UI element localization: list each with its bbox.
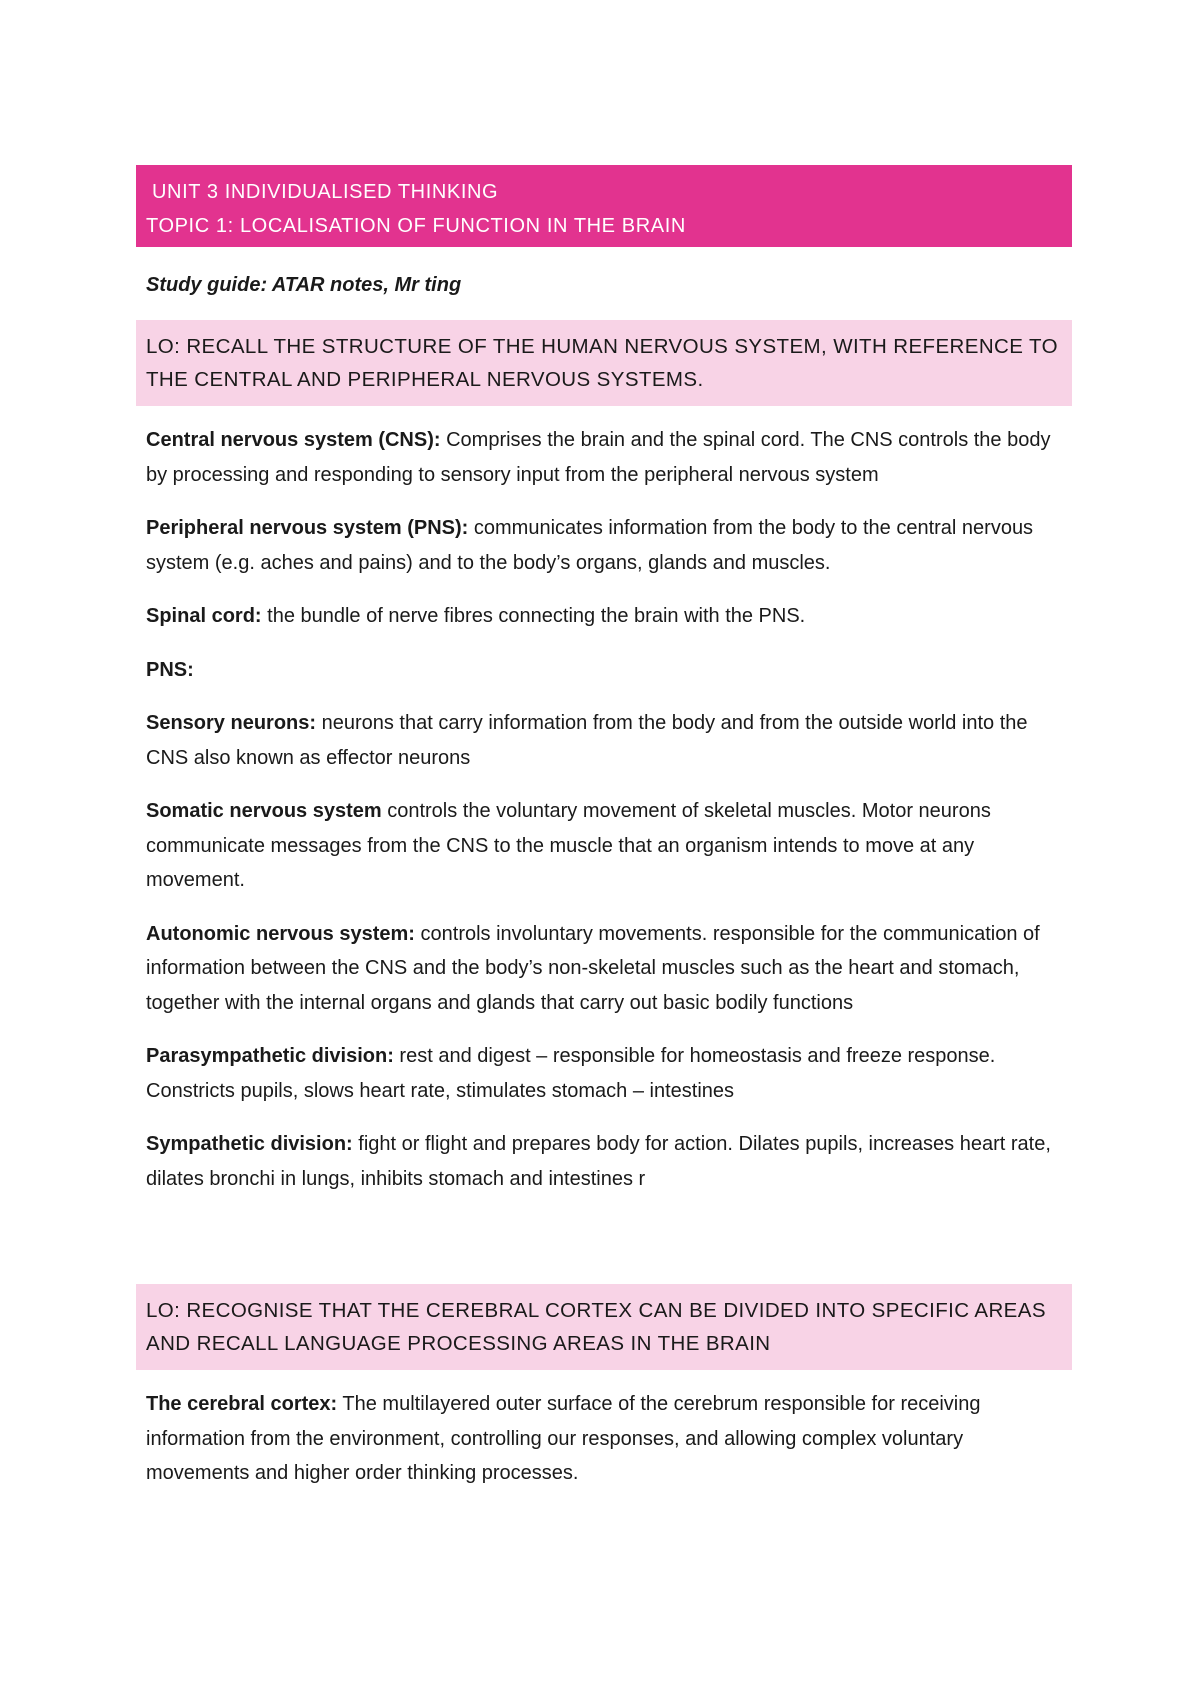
definition-cns <box>136 423 1072 492</box>
definition-text: fight or flight and prepares body for action. Dilates pupils, increases heart rate, dilates bronchi in lungs, inhibits stomach and intestines r <box>146 1133 1051 1190</box>
title-banner <box>136 165 1072 247</box>
definition-pns <box>136 511 1072 580</box>
definition-text: Comprises the brain and the spinal cord. The CNS controls the body by processing and responding to sensory input from the peripheral nervous system <box>146 429 1051 486</box>
term: Spinal cord: <box>146 605 262 627</box>
study-guide-note: Study guide: ATAR notes, Mr ting <box>146 274 462 296</box>
learning-objective-1: LO: RECALL THE STRUCTURE OF THE HUMAN NERVOUS SYSTEM, WITH REFERENCE TO THE CENTRAL AND PERIPHERAL NERVOUS SYSTEMS. <box>136 320 1072 406</box>
definition-text: The multilayered outer surface of the cerebrum responsible for receiving information from the environment, controlling our responses, and allowing complex voluntary movements and higher order thinking processes. <box>146 1393 981 1484</box>
definition-text: the bundle of nerve fibres connecting the brain with the PNS. <box>261 605 806 627</box>
term: The cerebral cortex: <box>146 1393 338 1415</box>
term: Central nervous system (CNS): <box>146 429 441 451</box>
definition-text: controls the voluntary movement of skeletal muscles. Motor neurons communicate messages from the CNS to the muscle that an organism intends to move at any movement. <box>146 800 991 891</box>
topic-title: TOPIC 1: LOCALISATION OF FUNCTION IN THE BRAIN <box>146 215 686 237</box>
term: Autonomic nervous system: <box>146 922 415 945</box>
term: Peripheral nervous system (PNS): <box>146 517 469 539</box>
definition-text: communicates information from the body to the central nervous system (e.g. aches and pains) and to the body’s organs, glands and muscles. <box>146 517 1034 574</box>
definition-text: neurons that carry information from the body and from the outside world into the CNS also known as effector neurons <box>146 712 1028 769</box>
definition-autonomic-nervous-system <box>136 917 1072 1021</box>
term: PNS: <box>146 658 194 681</box>
learning-objective-2: LO: RECOGNISE THAT THE CEREBRAL CORTEX CAN BE DIVIDED INTO SPECIFIC AREAS AND RECALL LANGUAGE PROCESSING AREAS IN THE BRAIN <box>136 1284 1072 1370</box>
subheading-pns <box>136 653 1072 688</box>
term: Sensory neurons: <box>146 712 317 734</box>
document-page <box>136 165 1072 1491</box>
definition-sympathetic-division <box>136 1127 1072 1196</box>
definition-somatic-nervous-system <box>136 794 1072 898</box>
definition-text: rest and digest – responsible for homeostasis and freeze response. Constricts pupils, slows heart rate, stimulates stomach – intestines <box>146 1045 996 1102</box>
term: Somatic nervous system <box>146 800 382 822</box>
term: Sympathetic division: <box>146 1133 353 1155</box>
definition-spinal-cord <box>136 599 1072 634</box>
definition-cerebral-cortex <box>136 1387 1072 1491</box>
definition-text: controls involuntary movements. responsible for the communication of information between the CNS and the body’s non-skeletal muscles such as the heart and stomach, together with the internal organs and glands that carry out basic bodily functions <box>146 922 1040 1014</box>
unit-title: UNIT 3 INDIVIDUALISED THINKING <box>152 181 499 203</box>
definition-parasympathetic-division <box>136 1039 1072 1108</box>
term: Parasympathetic division: <box>146 1045 394 1067</box>
definition-sensory-neurons <box>136 706 1072 775</box>
